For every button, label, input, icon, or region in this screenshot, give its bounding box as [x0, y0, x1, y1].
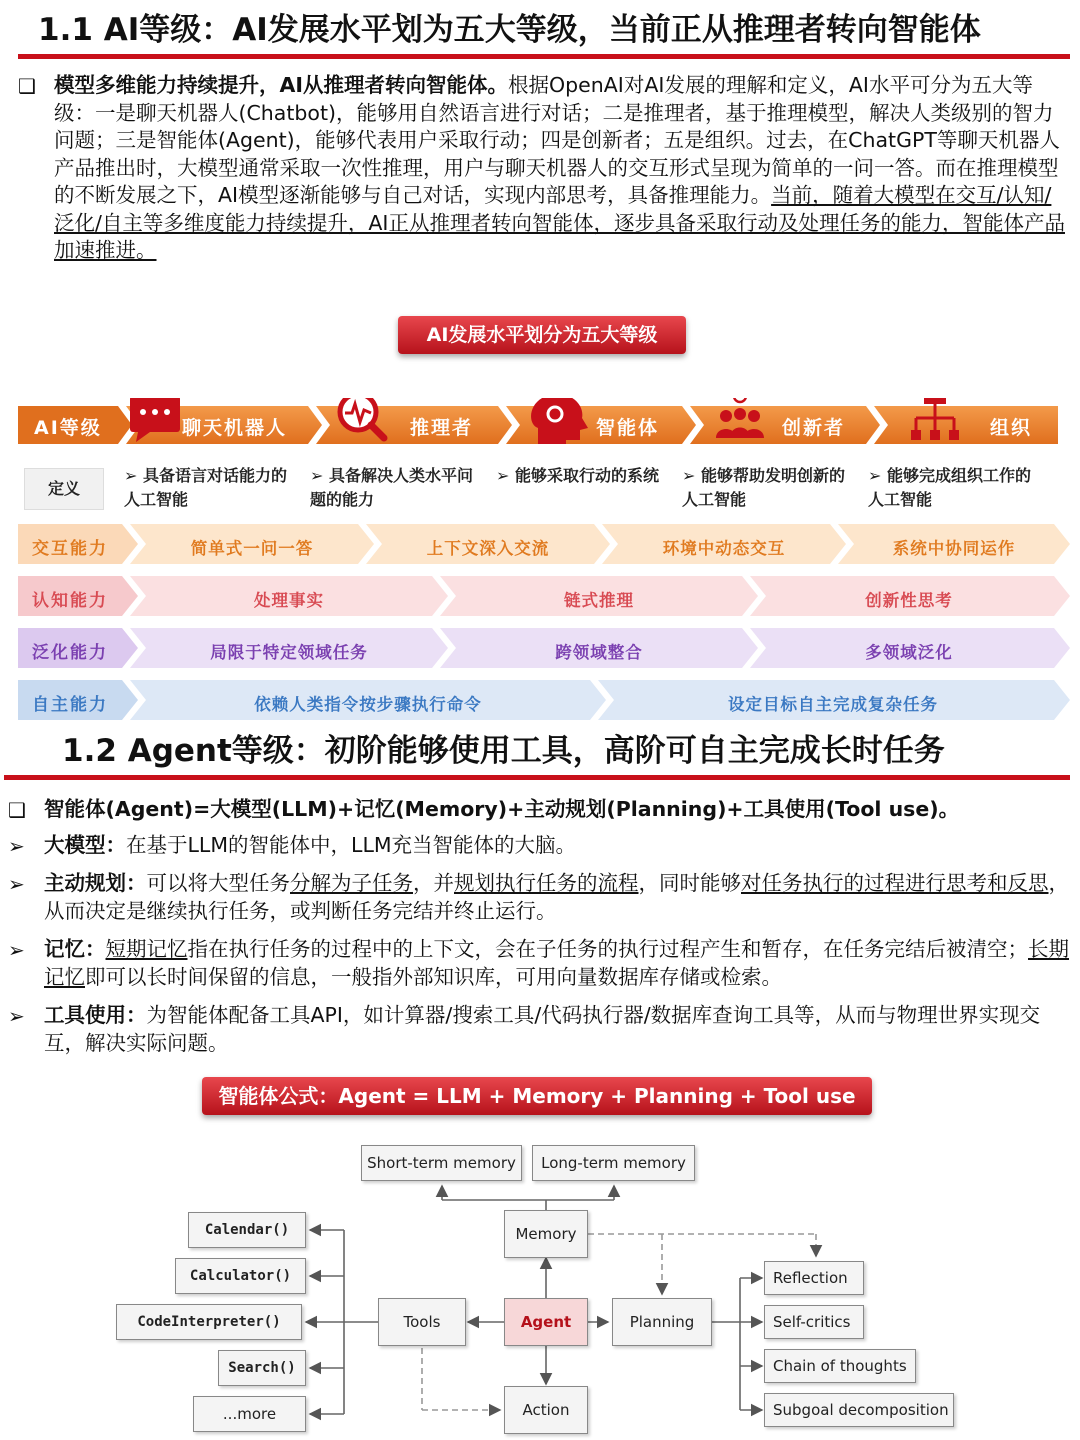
section2-title: 1.2 Agent等级：初阶能够使用工具，高阶可自主完成长时任务 — [62, 733, 945, 769]
definition-organization: ➢ 能够完成组织工作的人工智能 — [868, 466, 1031, 509]
definition-chatbot: ➢ 具备语言对话能力的人工智能 — [124, 466, 287, 509]
arrow-bullet-icon: ➢ — [8, 1004, 25, 1028]
bullet-llm-text: 在基于LLM的智能体中，LLM充当智能体的大脑。 — [126, 833, 577, 857]
bullet-tools-term: 工具使用： — [44, 1003, 147, 1027]
level-chatbot: 聊天机器人 — [182, 417, 288, 439]
tools-box: Tools — [378, 1298, 466, 1346]
para-body: 根据OpenAI对AI发展的理解和定义，AI水平可分为五大等级：一是聊天机器人(Chatbot)，能够用自然语言进行对话；二是推理者，基于推理模型，解决人类级别的智力问题；三是智能体(Agent)，能够代表用户采取行动；四是创新者；五是组织。过去，在ChatGPT等聊天机器人产品推出时，大模型通常采取一次性推理，用户与聊天机器人的交互形式呈现为简单的一问一答。而在推理模型的不断发展之下，AI模型逐渐能够与自己对话，实现内部思考，具备推理能力。 — [54, 73, 1060, 207]
checkbox-bullet-icon: ❑ — [8, 798, 26, 822]
memory-underline-2: 长期记忆 — [44, 937, 1069, 989]
long-term-memory-box: Long-term memory — [532, 1145, 695, 1181]
generalization-cell-2: 多领域泛化 — [865, 643, 953, 662]
section2-divider — [4, 775, 1070, 780]
planning-self-critics-box: Self-critics — [764, 1305, 864, 1339]
planning-reflection-box: Reflection — [764, 1261, 864, 1295]
brain-gear-head-icon — [531, 398, 588, 444]
levels-label: AI等级 — [34, 417, 102, 439]
planning-text-1: 可以将大型任务 — [146, 871, 290, 895]
formula-banner: 智能体公式：Agent = LLM + Memory + Planning + Tool use — [202, 1077, 872, 1115]
tool-calendar-box: Calendar() — [188, 1212, 306, 1248]
tool-search-box: Search() — [218, 1350, 306, 1386]
autonomy-label: 自主能力 — [32, 695, 108, 715]
interaction-cell-3: 系统中协同运作 — [892, 539, 1016, 558]
definition-label: 定义 — [47, 479, 80, 498]
definition-reasoner: ➢ 具备解决人类水平问题的能力 — [310, 466, 473, 509]
planning-underline-1: 分解为子任务 — [290, 871, 413, 895]
planning-text-4: ，从而决定是继续执行任务，或判断任务完结并终止运行。 — [44, 871, 1069, 923]
generalization-label: 泛化能力 — [32, 643, 108, 663]
level-organization: 组织 — [990, 417, 1033, 439]
para-underlined: 当前，随着大模型在交互/认知/泛化/自主等多维度能力持续提升，AI正从推理者转向智能体，逐步具备采取行动及处理任务的能力，智能体产品加速推进。 — [54, 183, 1065, 262]
interaction-cell-2: 环境中动态交互 — [662, 539, 786, 558]
memory-text-1: 指在执行任务的过程中的上下文，会在子任务的执行过程产生和暂存，在任务完结后被清空； — [187, 937, 1028, 961]
tool-code-interpreter-box: CodeInterpreter() — [116, 1304, 302, 1340]
planning-text-2: ，并 — [413, 871, 454, 895]
cognition-cell-1: 链式推理 — [564, 591, 634, 610]
interaction-label: 交互能力 — [32, 539, 108, 559]
generalization-cell-1: 跨领域整合 — [555, 643, 643, 662]
bullet-llm — [44, 832, 1074, 860]
short-term-memory-box: Short-term memory — [361, 1145, 522, 1181]
interaction-cell-1: 上下文深入交流 — [426, 539, 550, 558]
bullet-planning-term: 主动规划： — [44, 871, 147, 895]
planning-underline-3: 对任务执行的过程进行思考和反思 — [741, 871, 1049, 895]
memory-underline-1: 短期记忆 — [105, 937, 188, 961]
para-bold-lead: 模型多维能力持续提升，AI从推理者转向智能体。 — [54, 73, 508, 97]
tool-calculator-box: Calculator() — [175, 1258, 306, 1294]
section1-title: 1.1 AI等级：AI发展水平划为五大等级，当前正从推理者转向智能体 — [38, 12, 981, 48]
section1-paragraph — [54, 72, 1070, 265]
memory-box: Memory — [504, 1210, 588, 1258]
planning-box: Planning — [612, 1298, 712, 1346]
cognition-cell-0: 处理事实 — [254, 591, 324, 610]
title-divider — [18, 54, 1070, 59]
planning-text-3: ，同时能够 — [638, 871, 741, 895]
bullet-memory — [44, 936, 1074, 991]
arrow-bullet-icon: ➢ — [8, 872, 25, 896]
agent-box: Agent — [504, 1298, 588, 1346]
agent-formula-bullet: 智能体(Agent)=大模型(LLM)+记忆(Memory)+主动规划(Planning)+工具使用(Tool use)。 — [44, 797, 960, 821]
definition-innovator: ➢ 能够帮助发明创新的人工智能 — [682, 466, 845, 509]
bullet-planning — [44, 870, 1074, 925]
tool-more-box: ...more — [193, 1396, 306, 1432]
level-reasoner: 推理者 — [410, 417, 474, 439]
levels-arrow-bar — [18, 398, 1062, 452]
bullet-memory-term: 记忆： — [44, 937, 106, 961]
arrow-bullet-icon: ➢ — [8, 938, 25, 962]
team-idea-icon — [716, 398, 764, 438]
autonomy-cell-1: 设定目标自主完成复杂任务 — [728, 695, 938, 714]
planning-chain-of-thoughts-box: Chain of thoughts — [764, 1349, 916, 1383]
planning-underline-2: 规划执行任务的流程 — [454, 871, 639, 895]
bullet-tools-text: 为智能体配备工具API，如计算器/搜索工具/代码执行器/数据库查询工具等，从而与物理世界实现交互，解决实际问题。 — [44, 1003, 1041, 1055]
org-chart-icon — [911, 398, 959, 440]
planning-subgoal-box: Subgoal decomposition — [764, 1393, 954, 1427]
checkbox-bullet-icon: ❑ — [18, 74, 36, 98]
memory-text-2: 即可以长时间保留的信息，一般指外部知识库，可用向量数据库存储或检索。 — [85, 964, 782, 989]
cognition-label: 认知能力 — [32, 591, 108, 611]
level-agent: 智能体 — [596, 417, 660, 439]
definition-label-box — [24, 468, 104, 510]
level-innovator: 创新者 — [782, 417, 846, 439]
bullet-tools — [44, 1002, 1074, 1057]
autonomy-cell-0: 依赖人类指令按步骤执行命令 — [254, 695, 482, 714]
bullet-llm-term: 大模型： — [44, 833, 126, 857]
action-box: Action — [504, 1386, 588, 1434]
arrow-bullet-icon: ➢ — [8, 834, 25, 858]
generalization-cell-0: 局限于特定领域任务 — [210, 643, 368, 662]
definition-agent: ➢ 能够采取行动的系统 — [496, 466, 659, 485]
figure-title-banner: AI发展水平划分为五大等级 — [398, 316, 686, 354]
interaction-cell-0: 简单式一问一答 — [190, 539, 314, 558]
cognition-cell-2: 创新性思考 — [865, 591, 953, 610]
